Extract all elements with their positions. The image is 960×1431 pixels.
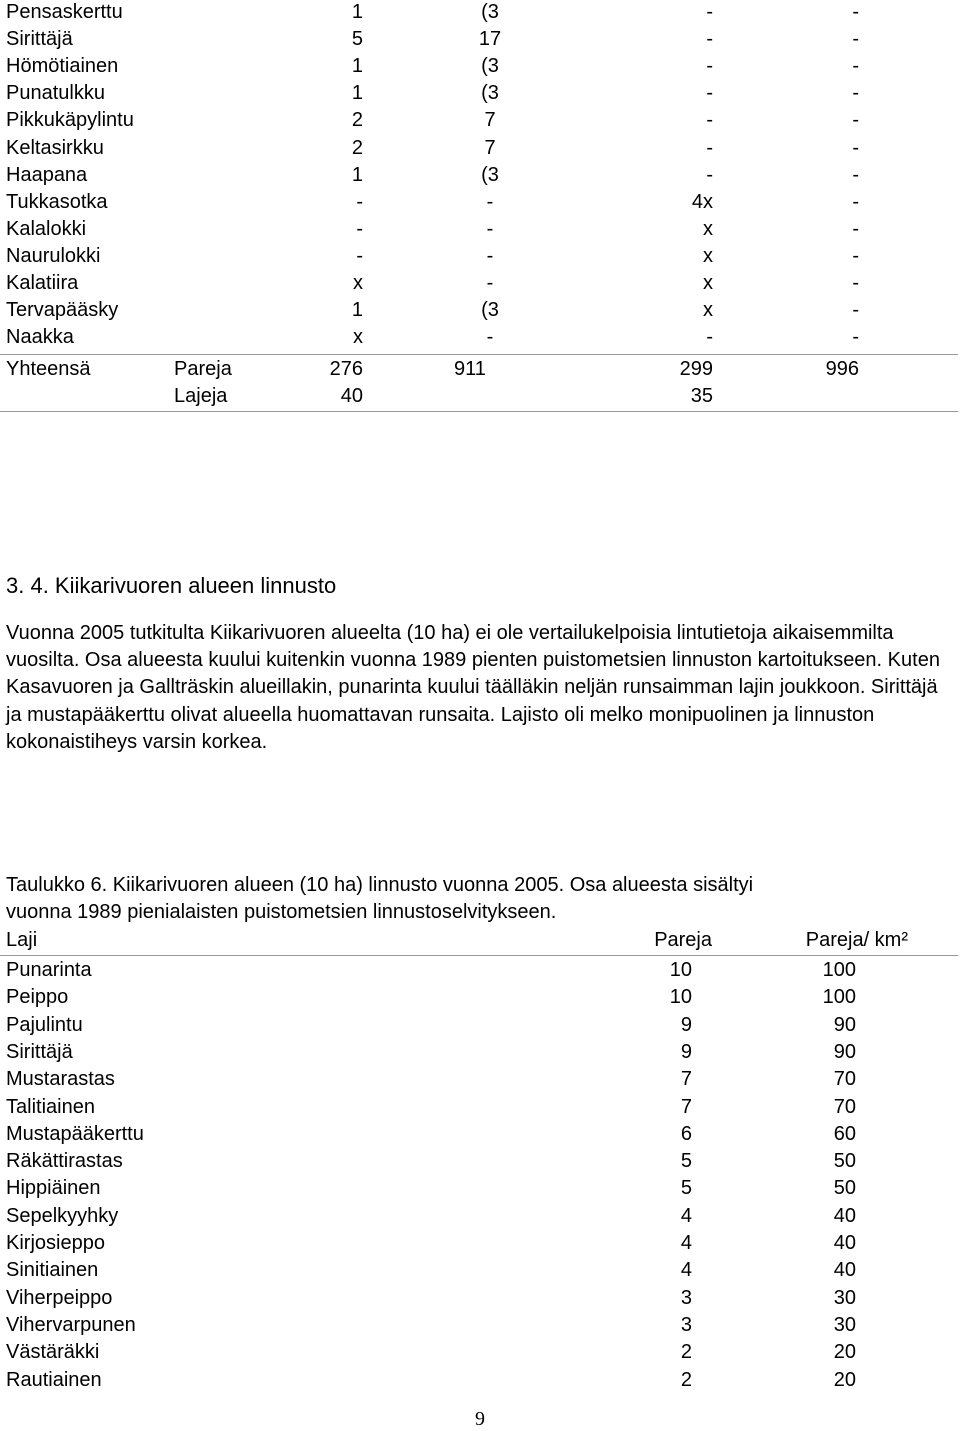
count-cell-1: - xyxy=(356,190,363,213)
table1-total-pairs-c4: 996 xyxy=(825,358,859,380)
count-cell-4: - xyxy=(852,28,859,51)
count-cell-4: - xyxy=(852,217,859,240)
table-row xyxy=(0,1013,960,1040)
table1-total-divider xyxy=(0,354,958,355)
count-cell-4: - xyxy=(852,326,859,349)
count-cell-3: - xyxy=(706,109,713,132)
density-cell: 70 xyxy=(833,1068,856,1091)
count-cell-2: (3 xyxy=(481,55,499,78)
species-cell: Mustarastas xyxy=(6,1068,115,1091)
pairs-cell: 10 xyxy=(669,959,692,981)
table-row xyxy=(0,1122,960,1149)
count-cell-2: (3 xyxy=(481,1,499,23)
species-cell: Punarinta xyxy=(6,959,92,981)
count-cell-1: - xyxy=(356,217,363,240)
species-cell: Tervapääsky xyxy=(6,299,119,322)
count-cell-3: - xyxy=(706,82,713,105)
count-cell-3: - xyxy=(706,28,713,51)
table-row xyxy=(0,958,960,985)
pairs-cell: 5 xyxy=(680,1150,692,1173)
table1-total-pairs-c2: 911 xyxy=(454,358,486,380)
density-cell: 40 xyxy=(833,1232,856,1254)
species-cell: Punatulkku xyxy=(6,82,105,105)
count-cell-2: - xyxy=(486,244,494,267)
table-row xyxy=(0,1095,960,1122)
species-cell: Sepelkyyhky xyxy=(6,1204,119,1227)
table2-caption-line1: Taulukko 6. Kiikarivuoren alueen (10 ha) linnusto vuonna 2005. Osa alueesta sisältyi xyxy=(6,874,754,896)
species-cell: Keltasirkku xyxy=(6,136,104,159)
species-cell: Västäräkki xyxy=(6,1341,100,1364)
density-cell: 50 xyxy=(833,1150,856,1173)
count-cell-2: (3 xyxy=(481,82,499,105)
count-cell-3: - xyxy=(706,163,713,186)
count-cell-1: x xyxy=(353,326,363,349)
species-cell: Sirittäjä xyxy=(6,1040,73,1063)
table1-total-label: Yhteensä xyxy=(6,358,91,380)
density-cell: 90 xyxy=(833,1040,856,1063)
table1-total-species-c1: 40 xyxy=(340,385,363,407)
pairs-cell: 9 xyxy=(680,1013,692,1036)
pairs-cell: 3 xyxy=(680,1313,692,1336)
table-row xyxy=(0,27,960,54)
count-cell-3: - xyxy=(706,136,713,159)
pairs-cell: 6 xyxy=(680,1122,692,1145)
table-row xyxy=(0,244,960,271)
count-cell-1: 1 xyxy=(351,82,363,105)
count-cell-2: - xyxy=(486,272,494,294)
species-cell: Pajulintu xyxy=(6,1013,83,1036)
species-cell: Talitiainen xyxy=(6,1095,95,1118)
density-cell: 100 xyxy=(822,959,856,981)
count-cell-2: - xyxy=(486,326,494,349)
table-row xyxy=(0,1176,960,1203)
table-row xyxy=(0,190,960,217)
table1-bottom-divider xyxy=(0,411,958,412)
species-cell: Pensaskerttu xyxy=(6,1,123,23)
species-cell: Sinitiainen xyxy=(6,1259,99,1282)
table-row xyxy=(0,271,960,298)
table-row xyxy=(0,1204,960,1231)
species-cell: Viherpeippo xyxy=(6,1286,113,1309)
count-cell-4: - xyxy=(852,272,859,294)
count-cell-3: - xyxy=(706,1,713,23)
table-row xyxy=(0,985,960,1012)
species-cell: Naakka xyxy=(6,326,74,349)
table-row xyxy=(0,1368,960,1395)
density-cell: 40 xyxy=(833,1204,856,1227)
density-cell: 20 xyxy=(833,1341,856,1364)
table1-species-label: Lajeja xyxy=(174,385,228,407)
species-cell: Peippo xyxy=(6,986,69,1009)
count-cell-2: - xyxy=(486,190,494,213)
table1-total-pairs-c1: 276 xyxy=(329,358,363,380)
species-cell: Kirjosieppo xyxy=(6,1232,105,1254)
count-cell-4: - xyxy=(852,136,859,159)
count-cell-3: - xyxy=(706,55,713,78)
table2-header-density: Pareja/ km² xyxy=(805,929,908,951)
pairs-cell: 10 xyxy=(669,986,692,1009)
table-row xyxy=(0,81,960,108)
species-cell: Vihervarpunen xyxy=(6,1313,136,1336)
count-cell-4: - xyxy=(852,1,859,23)
density-cell: 40 xyxy=(833,1259,856,1282)
count-cell-3: x xyxy=(703,244,713,267)
table-row xyxy=(0,298,960,325)
species-cell: Kalatiira xyxy=(6,272,79,294)
count-cell-1: 2 xyxy=(351,136,363,159)
species-cell: Hippiäinen xyxy=(6,1177,101,1200)
pairs-cell: 2 xyxy=(680,1368,692,1391)
pairs-cell: 7 xyxy=(680,1095,692,1118)
table1-total-species-c3: 35 xyxy=(690,385,713,407)
table2-header-divider xyxy=(0,955,958,956)
count-cell-1: 1 xyxy=(351,1,363,23)
table-row xyxy=(0,0,960,27)
pairs-cell: 4 xyxy=(680,1232,692,1254)
count-cell-2: 7 xyxy=(484,109,496,132)
density-cell: 50 xyxy=(833,1177,856,1200)
count-cell-3: x xyxy=(703,217,713,240)
count-cell-1: 1 xyxy=(351,163,363,186)
pairs-cell: 7 xyxy=(680,1068,692,1091)
density-cell: 20 xyxy=(833,1368,856,1391)
count-cell-3: x xyxy=(703,299,713,322)
pairs-cell: 9 xyxy=(680,1040,692,1063)
count-cell-4: - xyxy=(852,82,859,105)
density-cell: 30 xyxy=(833,1286,856,1309)
count-cell-1: x xyxy=(353,272,363,294)
table1-total-pairs-c3: 299 xyxy=(679,358,713,380)
density-cell: 30 xyxy=(833,1313,856,1336)
table-row xyxy=(0,1340,960,1367)
density-cell: 60 xyxy=(833,1122,856,1145)
count-cell-4: - xyxy=(852,55,859,78)
count-cell-1: - xyxy=(356,244,363,267)
count-cell-2: - xyxy=(486,217,494,240)
species-cell: Naurulokki xyxy=(6,244,101,267)
density-cell: 100 xyxy=(822,986,856,1009)
count-cell-2: 7 xyxy=(484,136,496,159)
count-cell-2: (3 xyxy=(481,299,499,322)
count-cell-4: - xyxy=(852,244,859,267)
species-cell: Tukkasotka xyxy=(6,190,108,213)
table-row xyxy=(0,136,960,163)
table2-caption-line2: vuonna 1989 pienialaisten puistometsien linnustoselvitykseen. xyxy=(6,901,557,923)
count-cell-1: 5 xyxy=(351,28,363,51)
pairs-cell: 4 xyxy=(680,1204,692,1227)
table-row xyxy=(0,1313,960,1340)
pairs-cell: 3 xyxy=(680,1286,692,1309)
count-cell-1: 1 xyxy=(351,55,363,78)
page-number: 9 xyxy=(475,1408,485,1430)
count-cell-3: - xyxy=(706,326,713,349)
species-cell: Hömötiainen xyxy=(6,55,119,78)
species-cell: Sirittäjä xyxy=(6,28,73,51)
table-row xyxy=(0,54,960,81)
pairs-cell: 5 xyxy=(680,1177,692,1200)
count-cell-1: 2 xyxy=(351,109,363,132)
count-cell-4: - xyxy=(852,109,859,132)
table-row xyxy=(0,1231,960,1258)
table1-pairs-label: Pareja xyxy=(174,358,232,380)
section-paragraph: Vuonna 2005 tutkitulta Kiikarivuoren alueelta (10 ha) ei ole vertailukelpoisia lintutietoja aikaisemmilta vuosilta. Osa alueesta kuului kuitenkin vuonna 1989 pienten puistometsien linnuston kartoitukseen. Kuten Kasavuoren ja Gallträskin alueillakin, punarinta kuului täälläkin neljän runsaimman lajin joukkoon. Sirittäjä ja mustapääkerttu olivat alueella huomattavan runsaita. Lajisto oli melko monipuolinen ja linnuston kokonaistiheys varsin korkea. xyxy=(6,622,940,753)
count-cell-2: (3 xyxy=(481,163,499,186)
count-cell-3: 4x xyxy=(691,190,713,213)
table-row xyxy=(0,1067,960,1094)
species-cell: Mustapääkerttu xyxy=(6,1122,144,1145)
table-row xyxy=(0,108,960,135)
count-cell-1: 1 xyxy=(351,299,363,322)
species-cell: Räkättirastas xyxy=(6,1150,123,1173)
table-row xyxy=(0,163,960,190)
pairs-cell: 2 xyxy=(680,1341,692,1364)
table2-header-pairs: Pareja xyxy=(654,929,712,951)
table-row xyxy=(0,325,960,352)
species-cell: Haapana xyxy=(6,163,88,186)
species-table-1 xyxy=(0,0,960,412)
count-cell-3: x xyxy=(703,272,713,294)
species-cell: Kalalokki xyxy=(6,217,87,240)
count-cell-2: 17 xyxy=(478,28,502,51)
count-cell-4: - xyxy=(852,299,859,322)
species-cell: Pikkukäpylintu xyxy=(6,109,134,132)
table2-header-species: Laji xyxy=(6,929,38,951)
table-row xyxy=(0,217,960,244)
species-cell: Rautiainen xyxy=(6,1368,102,1391)
count-cell-4: - xyxy=(852,163,859,186)
table-row xyxy=(0,1258,960,1285)
table-row xyxy=(0,1040,960,1067)
table-row xyxy=(0,1149,960,1176)
density-cell: 90 xyxy=(833,1013,856,1036)
density-cell: 70 xyxy=(833,1095,856,1118)
section-heading: 3. 4. Kiikarivuoren alueen linnusto xyxy=(6,573,337,598)
count-cell-4: - xyxy=(852,190,859,213)
pairs-cell: 4 xyxy=(680,1259,692,1282)
table-row xyxy=(0,1286,960,1313)
